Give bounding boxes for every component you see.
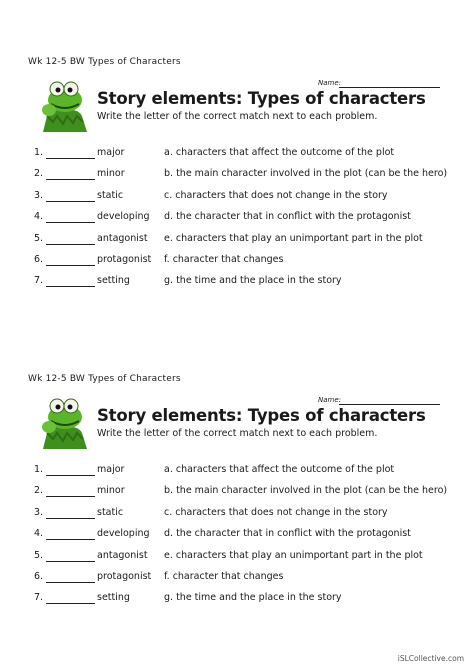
item-definition: e. characters that play an unimportant part in the plot — [164, 233, 423, 244]
item-term: minor — [97, 485, 125, 496]
item-number: 2. — [34, 168, 44, 179]
item-number: 7. — [34, 275, 44, 286]
instructions: Write the letter of the correct match next to each problem. — [97, 111, 378, 122]
answer-blank[interactable] — [46, 286, 95, 287]
item-number: 5. — [34, 233, 44, 244]
item-number: 3. — [34, 507, 44, 518]
name-label: Name: — [318, 396, 342, 404]
item-definition: a. characters that affect the outcome of the plot — [164, 147, 395, 158]
matching-item — [0, 460, 474, 480]
answer-blank[interactable] — [46, 265, 95, 266]
instructions: Write the letter of the correct match next to each problem. — [97, 428, 378, 439]
matching-item — [0, 481, 474, 501]
matching-item — [0, 524, 474, 544]
item-term: major — [97, 147, 125, 158]
worksheet-bottom — [0, 317, 474, 627]
item-term: protagonist — [97, 254, 152, 265]
answer-blank[interactable] — [46, 475, 95, 476]
kermit-frog-image — [35, 80, 91, 132]
matching-item — [0, 546, 474, 566]
item-definition: b. the main character involved in the plot (can be the hero) — [164, 485, 448, 496]
item-term: antagonist — [97, 550, 148, 561]
matching-item — [0, 250, 474, 270]
answer-blank[interactable] — [46, 201, 95, 202]
answer-blank[interactable] — [46, 603, 95, 604]
item-definition: a. characters that affect the outcome of the plot — [164, 464, 395, 475]
item-definition: f. character that changes — [164, 254, 284, 265]
item-number: 1. — [34, 147, 44, 158]
item-definition: f. character that changes — [164, 571, 284, 582]
footer-credit: iSLCollective.com — [397, 654, 464, 663]
name-field-line — [339, 87, 440, 88]
matching-item — [0, 229, 474, 249]
answer-blank[interactable] — [46, 539, 95, 540]
worksheet-title: Wk 12-5 BW Types of Characters — [28, 57, 181, 67]
item-definition: d. the character that in conflict with the protagonist — [164, 528, 411, 539]
answer-blank[interactable] — [46, 222, 95, 223]
item-number: 2. — [34, 485, 44, 496]
item-term: static — [97, 190, 124, 201]
item-number: 1. — [34, 464, 44, 475]
item-term: setting — [97, 592, 130, 603]
answer-blank[interactable] — [46, 158, 95, 159]
item-number: 4. — [34, 528, 44, 539]
name-label: Name: — [318, 79, 342, 87]
matching-item — [0, 271, 474, 291]
item-number: 4. — [34, 211, 44, 222]
item-number: 5. — [34, 550, 44, 561]
item-term: developing — [97, 528, 150, 539]
item-term: minor — [97, 168, 125, 179]
matching-item — [0, 186, 474, 206]
matching-item — [0, 503, 474, 523]
matching-item — [0, 207, 474, 227]
item-definition: g. the time and the place in the story — [164, 592, 342, 603]
item-term: setting — [97, 275, 130, 286]
item-number: 6. — [34, 571, 44, 582]
worksheet-title: Wk 12-5 BW Types of Characters — [28, 374, 181, 384]
item-term: major — [97, 464, 125, 475]
matching-item — [0, 143, 474, 163]
kermit-frog-image — [35, 397, 91, 449]
item-number: 7. — [34, 592, 44, 603]
item-definition: d. the character that in conflict with the protagonist — [164, 211, 411, 222]
matching-item — [0, 164, 474, 184]
item-term: protagonist — [97, 571, 152, 582]
item-term: developing — [97, 211, 150, 222]
item-definition: c. characters that does not change in the story — [164, 190, 388, 201]
answer-blank[interactable] — [46, 582, 95, 583]
worksheet-heading: Story elements: Types of characters — [97, 406, 426, 425]
matching-item — [0, 588, 474, 608]
item-term: static — [97, 507, 124, 518]
worksheet-heading: Story elements: Types of characters — [97, 89, 426, 108]
name-field-line — [339, 404, 440, 405]
item-number: 6. — [34, 254, 44, 265]
item-number: 3. — [34, 190, 44, 201]
answer-blank[interactable] — [46, 244, 95, 245]
matching-item — [0, 567, 474, 587]
item-definition: e. characters that play an unimportant part in the plot — [164, 550, 423, 561]
answer-blank[interactable] — [46, 518, 95, 519]
item-definition: g. the time and the place in the story — [164, 275, 342, 286]
item-definition: c. characters that does not change in the story — [164, 507, 388, 518]
item-term: antagonist — [97, 233, 148, 244]
answer-blank[interactable] — [46, 179, 95, 180]
worksheet-top — [0, 0, 474, 310]
item-definition: b. the main character involved in the plot (can be the hero) — [164, 168, 448, 179]
answer-blank[interactable] — [46, 561, 95, 562]
answer-blank[interactable] — [46, 496, 95, 497]
